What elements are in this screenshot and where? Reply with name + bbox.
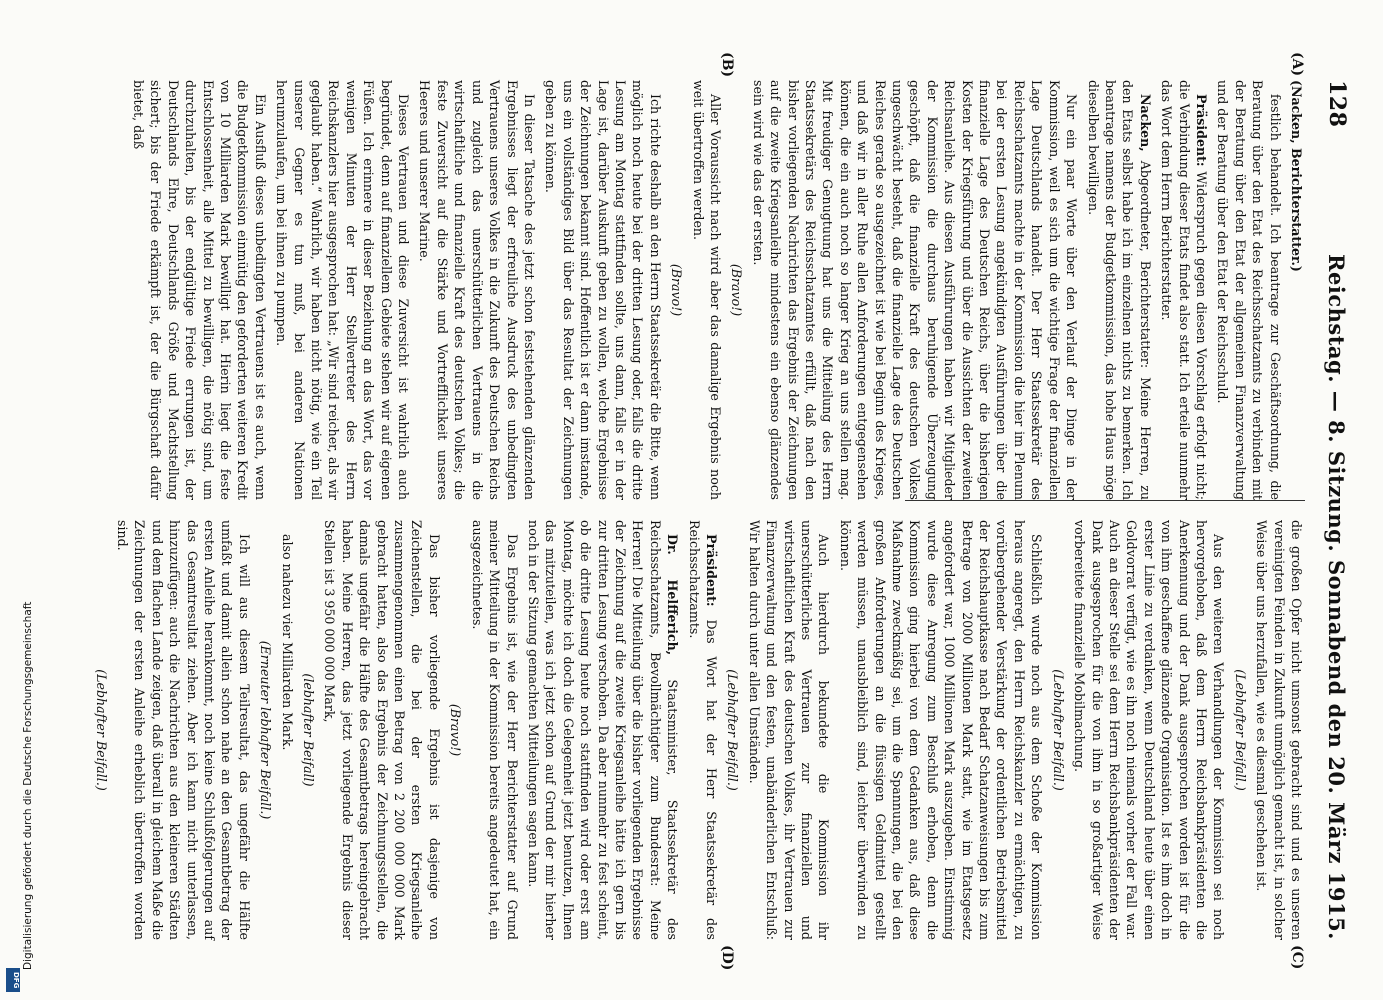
- page-title: Reichstag. — 8. Sitzung. Sonnabend den 20. März 1915.: [1324, 254, 1350, 940]
- column-divider: [905, 500, 1305, 501]
- paragraph: Nur ein paar Worte über den Verlauf der Dinge in der Kommission, weil es sich um die wichtige Frage der finanziellen Lage Deutschlands handelt. Der Herr Staatssekretär des Reichsschatzamts machte in der Kommission die hier im Plenum bei der ersten Lesung angekündigten Ausführungen über die finanzielle Lage des Deutschen Reichs, über die bisherigen Kosten der Kriegsführung und über die Aussichten der zweiten Reichsanleihe. Aus diesen Ausführungen haben wir Mitglieder der Kommission die durchaus beruhigende Überzeugung geschöpft, daß die finanzielle Kraft des deutschen Volkes ungeschwächt besteht, daß die finanzielle Lage des Deutschen Reiches gerade so ausgezeichnet ist wie bei Beginn des Krieges, und daß wir in aller Ruhe allen Anforderungen entgegensehen können, die ein auch noch so langer Krieg an uns stellen mag. Mit freudiger Genugtuung hat uns die Mitteilung des Herrn Staatssekretärs des Reichsschatzamtes erfüllt, daß nach den bisher vorliegenden Nachrichten das Ergebnis der Zeichnungen auf die zweite Kriegsanleihe mindestens ein ebenso glänzendes sein wird wie das der ersten.: [750, 80, 1080, 500]
- applause-note: (lebhafter Beifall): [301, 673, 317, 787]
- paragraph: Aus den weiteren Verhandlungen der Kommission sei noch hervorgehoben, daß dem Herrn Reichsbankpräsidenten die Anerkennung und der Dank ausgesprochen worden ist für die von ihm geschaffene glänzende Organisation. Ist es ihm doch in erster Linie zu verdanken, wenn Deutschland heute über einen Goldvorrat verfügt, wie es ihn noch niemals vorher der Fall war. Auch an dieser Stelle sei dem Herrn Reichsbankpräsidenten der Dank ausgesprochen für die von ihm in so großartiger Weise vorbereitete finanzielle Mobilmachung.: [1072, 520, 1227, 940]
- applause-note: (Bravo!): [669, 263, 685, 317]
- page-number: 128: [1324, 80, 1350, 128]
- paragraph: Das bisher vorliegende Ergebnis ist dasjenige von Zeichenstellen, die bei der ersten Kriegsanleihe zusammengenommen einen Betrag von 2 200 000 000 Mark gebracht hatten, also das Ergebnis der Zeichnungsstellen, die damals ungefähr die Hälfte des Gesamtbetrags hereingebracht haben. Meine Herren, das jetzt vorliegende Ergebnis dieser Stellen ist 3 950 000 000 Mark,: [322, 520, 442, 940]
- paragraph: Auch hierdurch bekundete die Kommission ihr unerschütterliches Vertrauen zur finanziellen und wirtschaftlichen Kraft des deutschen Volkes, ihr Vertrauen zur Finanzverwaltung und den festen, unabänderlichen Entschluß: Wir halten durch unter allen Umständen.: [746, 520, 832, 940]
- margin-mark-c: (C): [1289, 945, 1305, 970]
- paragraph: also nahezu vier Milliarden Mark.: [279, 534, 295, 751]
- dfg-logo-icon: DFG: [6, 968, 20, 992]
- paragraph: Ich will aus diesem Teilresultat, das ungefähr die Hälfte umfaßt und damit allein schon nahe an den Gesamtbetrag der ersten Anleihe herankommt, noch keine Schlußfolgerungen auf das Gesamtresultat ziehen. Aber ich kann nicht unterlassen, hinzuzufügen: auch die Nachrichten aus den kleineren Städten und dem flachen Lande zeigen, daß überall in gleichem Maße die Zeichnungen der ersten Anleihe erheblich übertroffen worden sind.: [115, 520, 252, 940]
- paragraph: Aller Voraussicht nach wird aber das damalige Ergebnis noch weit übertroffen werden.: [690, 80, 723, 500]
- applause-note: (Lebhafter Beifall.): [1232, 669, 1248, 791]
- paragraph: Widerspruch gegen diesen Vorschlag erfolgt nicht; die Verbindung dieser Etats findet also statt. Ich erteile nunmehr das Wort dem Herrn Berichterstatter.: [1159, 80, 1209, 500]
- paragraph: Ein Ausfluß dieses unbedingten Vertrauens ist es auch, wenn die Budgetkommission einmütig den geforderten weiteren Kredit von 10 Milliarden Mark bewilligt hat. Hierin liegt die feste Entschlossenheit, alle Mittel zu bewilligen, die nötig sind, um durchzuhalten, bis der endgültige Friede errungen ist, der Deutschlands Ehre, Deutschlands Größe und Machtstellung sichert; bis der Friede erkämpft ist, der die Bürgschaft dafür bietet, daß: [131, 80, 268, 500]
- paragraph: Abgeordneter, Berichterstatter: Meine Herren, zu den Etats selbst habe ich im einzelnen nichts zu bemerken. Ich beantrage namens der Budgetkommission, das hohe Haus möge dieselben bewilligen.: [1085, 80, 1153, 500]
- applause-note: (Erneuter lebhafter Beifall.): [258, 640, 274, 820]
- paragraph: Dieses Vertrauen und diese Zuversicht ist wahrlich auch begründet, denn auf finanziellem Gebiete stehen wir auf eigenen Füßen. Ich erinnere in dieser Beziehung an das Wort, das vor wenigen Minuten der Herr Stellvertreter des Herrn Reichskanzlers hier ausgesprochen hat: „Wir sind reicher, als wir geglaubt haben.“ Wahrlich, wir haben nicht nötig, wie ein Teil unserer Gegner es tun muß, bei anderen Nationen herumzulaufen, um bei ihnen zu pumpen.: [274, 80, 412, 500]
- margin-mark-d: (D): [719, 945, 735, 971]
- applause-note: (Lebhafter Beifall.): [1050, 669, 1066, 791]
- footer-credit: [22, 30, 34, 970]
- margin-mark-b: (B): [719, 52, 735, 78]
- paragraph: Das Ergebnis ist, wie der Herr Berichterstatter auf Grund meiner Mitteilung in der Kommission bereits angedeutet hat, ein ausgezeichnetes.: [469, 520, 520, 940]
- page-header: [1317, 80, 1357, 940]
- speaker-label: Präsident:: [704, 534, 719, 607]
- speaker-label: Nacken,: [1137, 94, 1153, 152]
- speaker-label: Dr. Helfferich,: [665, 534, 681, 656]
- speaker-label: Präsident:: [1193, 94, 1209, 167]
- applause-note: (Bravo!): [729, 263, 745, 317]
- applause-note: (Bravo!): [448, 703, 464, 757]
- applause-note: (Lebhafter Beifall.): [93, 669, 109, 791]
- applause-note: (Lebhafter Beifall.): [725, 669, 741, 791]
- paragraph: In dieser Tatsache des jetzt schon feststehenden glänzenden Ergebnisses liegt der erfreuliche Ausdruck des unbedingten Vertrauens unseres Volkes in die Zukunft des Deutschen Reichs und zugleich das unerschütterlichen Vertrauens in die wirtschaftliche und finanzielle Kraft des deutschen Volkes; die feste Zuversicht auf die Stärke und Vortrefflichkeit unseres Heeres und unserer Marine.: [417, 80, 537, 500]
- paragraph: festlich behandelt. Ich beantrage zur Geschäftsordnung, die Beratung über den Etat des Reichsschatzamts zu verbinden mit der Beratung über den Etat der allgemeinen Finanzverwaltung und der Beratung über den Etat der Reichsschuld.: [1215, 80, 1283, 500]
- left-column: [126, 80, 1305, 500]
- paragraph: Das Wort hat der Herr Staatssekretär des Reichsschatzamts.: [686, 520, 719, 940]
- paragraph: Staatsminister, Staatssekretär des Reichsschatzamts, Bevollmächtigter zum Bundesrat: Meine Herren! Die Mitteilung über die bisher vorliegenden Ergebnisse der Zeichnung auf die zweite Kriegsanleihe hätte ich gern bis zur dritten Lesung verschoben. Da aber nunmehr zu fest scheint, ob die dritte Lesung heute noch stattfinden wird oder erst am Montag, möchte ich doch die Gelegenheit jetzt benutzen, Ihnen das mitzuteilen, was ich jetzt schon auf Grund der mir hierher noch in der Sitzung gemachten Mitteilungen sagen kann.: [525, 520, 681, 940]
- speaker-label: (Nacken, Berichterstatter.): [1289, 80, 1304, 272]
- footer-text: Digitalisierung gefördert durch die Deutsche Forschungsgemeinschaft: [22, 601, 34, 970]
- paragraph: die großen Opfer nicht umsonst gebracht sind und es unseren vereinigten Feinden in Zukunft unmöglich gemacht ist, in solcher Weise über uns herzufallen, wie es diesmal geschehen ist.: [1254, 520, 1304, 940]
- paragraph: Schließlich wurde noch aus dem Schoße der Kommission heraus angeregt, den Herrn Reichskanzler zu ermächtigen, zu vorübergehender Verstärkung der ordentlichen Betriebsmittel der Reichshauptkasse nach Bedarf Schatzanweisungen bis zum Betrage von 2000 Millionen Mark statt, wie im Etatsgesetz angefordert war, 1000 Millionen Mark auszugeben. Einstimmig wurde diese Anregung zum Beschluß erhoben, denn die Kommission ging hierbei von dem Gedanken aus, daß diese Maßnahme zweckmäßig sei, um die Spannungen, die bei den großen Anforderungen an die flüssigen Geldmittel gestellt werden müssen, unausbleiblich sind, leichter überwinden zu können.: [837, 520, 1045, 940]
- right-column: [88, 520, 1305, 940]
- margin-mark-a: (A): [1289, 52, 1305, 77]
- paragraph: Ich richte deshalb an den Herrn Staatssekretär die Bitte, wenn möglich noch heute bei der dritten Lesung oder, falls die dritte Lesung am Montag stattfinden sollte, uns dann, falls er in der Lage ist, darüber Auskunft geben zu wollen, welche Ergebnisse der Zeichnungen bekannt sind. Hoffentlich ist er dann imstande, uns ein vollständiges Bild über das Resultat der Zeichnungen geben zu können.: [543, 80, 663, 500]
